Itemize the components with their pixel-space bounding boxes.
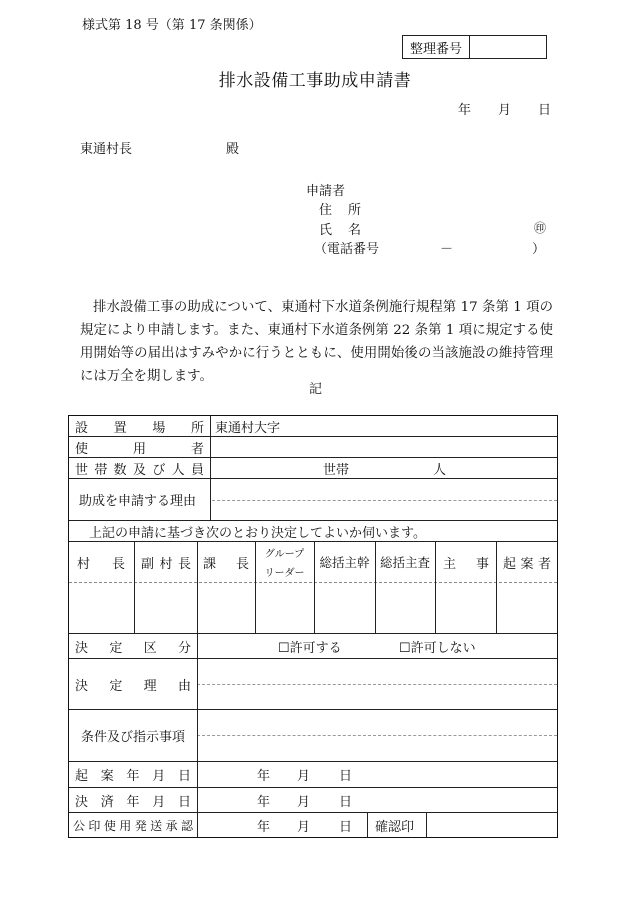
label-char: 及 bbox=[132, 462, 146, 478]
ki-label: 記 bbox=[309, 382, 323, 397]
label-char: 用 bbox=[119, 818, 132, 833]
label-char: 使 bbox=[75, 441, 89, 457]
label-char: 発 bbox=[134, 818, 147, 833]
settlement-date-day: 日 bbox=[339, 794, 353, 810]
label-char: 置 bbox=[113, 420, 127, 436]
role-vice-mayor bbox=[141, 542, 191, 582]
stamp-box-vice-mayor[interactable] bbox=[135, 583, 197, 633]
label-char: 分 bbox=[177, 640, 191, 656]
phone-dash: － bbox=[440, 242, 454, 257]
reason-for-subsidy-label: 助成を申請する理由 bbox=[79, 494, 197, 509]
reference-number-box bbox=[402, 35, 547, 59]
reason-for-subsidy-field[interactable] bbox=[215, 479, 551, 520]
form-id: 様式第 18 号（第 17 条関係） bbox=[82, 18, 262, 33]
label-char: 理 bbox=[143, 678, 157, 694]
draft-date-year: 年 bbox=[257, 769, 271, 784]
role-chief-officer: 総括主幹 bbox=[319, 555, 370, 570]
permit-checkbox[interactable]: ☐許可する bbox=[278, 640, 342, 656]
label-char: 場 bbox=[152, 420, 166, 436]
settlement-date-label bbox=[75, 788, 191, 812]
page-title: 排水設備工事助成申請書 bbox=[218, 71, 412, 91]
label-char: 由 bbox=[177, 678, 191, 694]
label-char: 副 bbox=[141, 556, 155, 572]
seal-use-approval-label bbox=[73, 813, 193, 837]
label-char: 公 bbox=[73, 818, 86, 833]
draft-date-label bbox=[75, 762, 191, 787]
label-char: 所 bbox=[347, 203, 361, 218]
label-char: 印 bbox=[88, 818, 101, 833]
stamp-box-mayor[interactable] bbox=[69, 583, 134, 633]
label-char: 名 bbox=[347, 223, 361, 238]
label-char: 起 bbox=[75, 769, 89, 784]
label-char: 使 bbox=[103, 818, 116, 833]
label-line: リーダー bbox=[264, 567, 305, 579]
location-label bbox=[75, 416, 204, 436]
approval-request-text: 上記の申請に基づき次のとおり決定してよいか伺います。 bbox=[89, 525, 426, 541]
role-staff bbox=[443, 542, 489, 582]
applicant-address-label bbox=[319, 199, 361, 218]
conditions-label: 条件及び指示事項 bbox=[81, 730, 186, 745]
decision-category-label bbox=[75, 634, 191, 658]
label-char: 氏 bbox=[319, 223, 333, 238]
label-char: 送 bbox=[150, 818, 163, 833]
application-statement: 排水設備工事の助成について、東通村下水道条例施行規程第 17 条第 1 項の規定により申請します。また、東通村下水道条例第 22 条第 1 項に規定する使用開始等の届出はすみやかに行うとともに、使用開始後の当該施設の維持管理には万全を期します。 bbox=[80, 300, 553, 384]
seal-date-year: 年 bbox=[257, 819, 271, 835]
addressee-name: 東通村長 bbox=[80, 142, 133, 157]
label-char: 長 bbox=[235, 556, 249, 572]
label-char: 承 bbox=[165, 818, 178, 833]
label-char: 定 bbox=[109, 678, 123, 694]
decision-reason-field[interactable] bbox=[203, 659, 551, 709]
user-label bbox=[75, 437, 204, 457]
household-unit: 世帯 bbox=[323, 462, 350, 478]
reference-number-field[interactable] bbox=[470, 36, 546, 58]
label-char: 所 bbox=[190, 420, 204, 436]
stamp-box-drafter[interactable] bbox=[497, 583, 557, 633]
label-char: 住 bbox=[319, 203, 333, 218]
decision-reason-label bbox=[75, 659, 191, 709]
label-char: 月 bbox=[152, 769, 166, 784]
label-char: 区 bbox=[143, 640, 157, 656]
confirm-seal-field[interactable] bbox=[427, 813, 557, 837]
date-year-label: 年 bbox=[458, 103, 472, 118]
label-char: 年 bbox=[126, 769, 140, 784]
settlement-date-month: 月 bbox=[297, 794, 311, 810]
seal-date-month: 月 bbox=[297, 819, 311, 835]
label-char: 日 bbox=[177, 794, 191, 810]
reference-number-label: 整理番号 bbox=[403, 36, 470, 58]
label-char: 村 bbox=[77, 556, 91, 572]
draft-date-day: 日 bbox=[339, 769, 353, 784]
label-line: グループ bbox=[264, 549, 305, 561]
label-char: 数 bbox=[113, 462, 127, 478]
label-char: び bbox=[152, 462, 166, 478]
stamp-box-staff[interactable] bbox=[436, 583, 496, 633]
role-chief-inspector: 総括主査 bbox=[379, 555, 430, 570]
label-char: 主 bbox=[443, 556, 457, 572]
label-char: 決 bbox=[75, 640, 89, 656]
label-char: 者 bbox=[537, 556, 551, 572]
stamp-box-chief-officer[interactable] bbox=[315, 583, 375, 633]
label-char: 済 bbox=[100, 794, 114, 810]
household-label bbox=[75, 458, 204, 478]
label-char: 長 bbox=[111, 556, 125, 572]
people-unit: 人 bbox=[433, 462, 447, 478]
label-char: 村 bbox=[159, 556, 173, 572]
role-mayor bbox=[77, 542, 125, 582]
stamp-box-group-leader[interactable] bbox=[256, 583, 314, 633]
label-char: 員 bbox=[190, 462, 204, 478]
date-month-label: 月 bbox=[498, 103, 512, 118]
phone-label: （電話番号 bbox=[314, 242, 380, 257]
stamp-box-chief-inspector[interactable] bbox=[376, 583, 435, 633]
label-char: 帯 bbox=[94, 462, 108, 478]
user-field[interactable] bbox=[215, 437, 551, 457]
label-char: 用 bbox=[132, 441, 146, 457]
label-char: 者 bbox=[190, 441, 204, 457]
not-permit-checkbox[interactable]: ☐許可しない bbox=[399, 640, 476, 656]
seal-date-day: 日 bbox=[339, 819, 353, 835]
label-char: 案 bbox=[100, 769, 114, 784]
role-drafter bbox=[503, 542, 551, 582]
label-char: 年 bbox=[126, 794, 140, 810]
label-char: 事 bbox=[475, 556, 489, 572]
label-char: 決 bbox=[75, 678, 89, 694]
seal-mark: ㊞ bbox=[534, 221, 547, 235]
form-table bbox=[68, 415, 558, 838]
label-char: 案 bbox=[520, 556, 534, 572]
role-section-chief bbox=[203, 542, 249, 582]
conditions-field[interactable] bbox=[203, 710, 551, 761]
settlement-date-year: 年 bbox=[257, 794, 271, 810]
applicant-name-label bbox=[319, 219, 361, 238]
label-char: 起 bbox=[503, 556, 517, 572]
date-day-label: 日 bbox=[538, 103, 552, 118]
stamp-box-section-chief[interactable] bbox=[198, 583, 255, 633]
location-value[interactable]: 東通村大字 bbox=[215, 420, 281, 436]
phone-close: ） bbox=[532, 242, 546, 257]
role-group-leader bbox=[255, 542, 314, 582]
label-char: 長 bbox=[177, 556, 191, 572]
addressee-honorific: 殿 bbox=[226, 142, 240, 157]
applicant-heading: 申請者 bbox=[306, 184, 346, 199]
label-char: 課 bbox=[203, 556, 217, 572]
label-char: 決 bbox=[75, 794, 89, 810]
label-char: 人 bbox=[171, 462, 185, 478]
label-char: 認 bbox=[180, 818, 193, 833]
label-char: 日 bbox=[177, 769, 191, 784]
label-char: 設 bbox=[75, 420, 89, 436]
label-char: 定 bbox=[109, 640, 123, 656]
label-char: 月 bbox=[152, 794, 166, 810]
label-char: 世 bbox=[75, 462, 89, 478]
draft-date-month: 月 bbox=[297, 769, 311, 784]
confirm-seal-label: 確認印 bbox=[375, 819, 415, 835]
